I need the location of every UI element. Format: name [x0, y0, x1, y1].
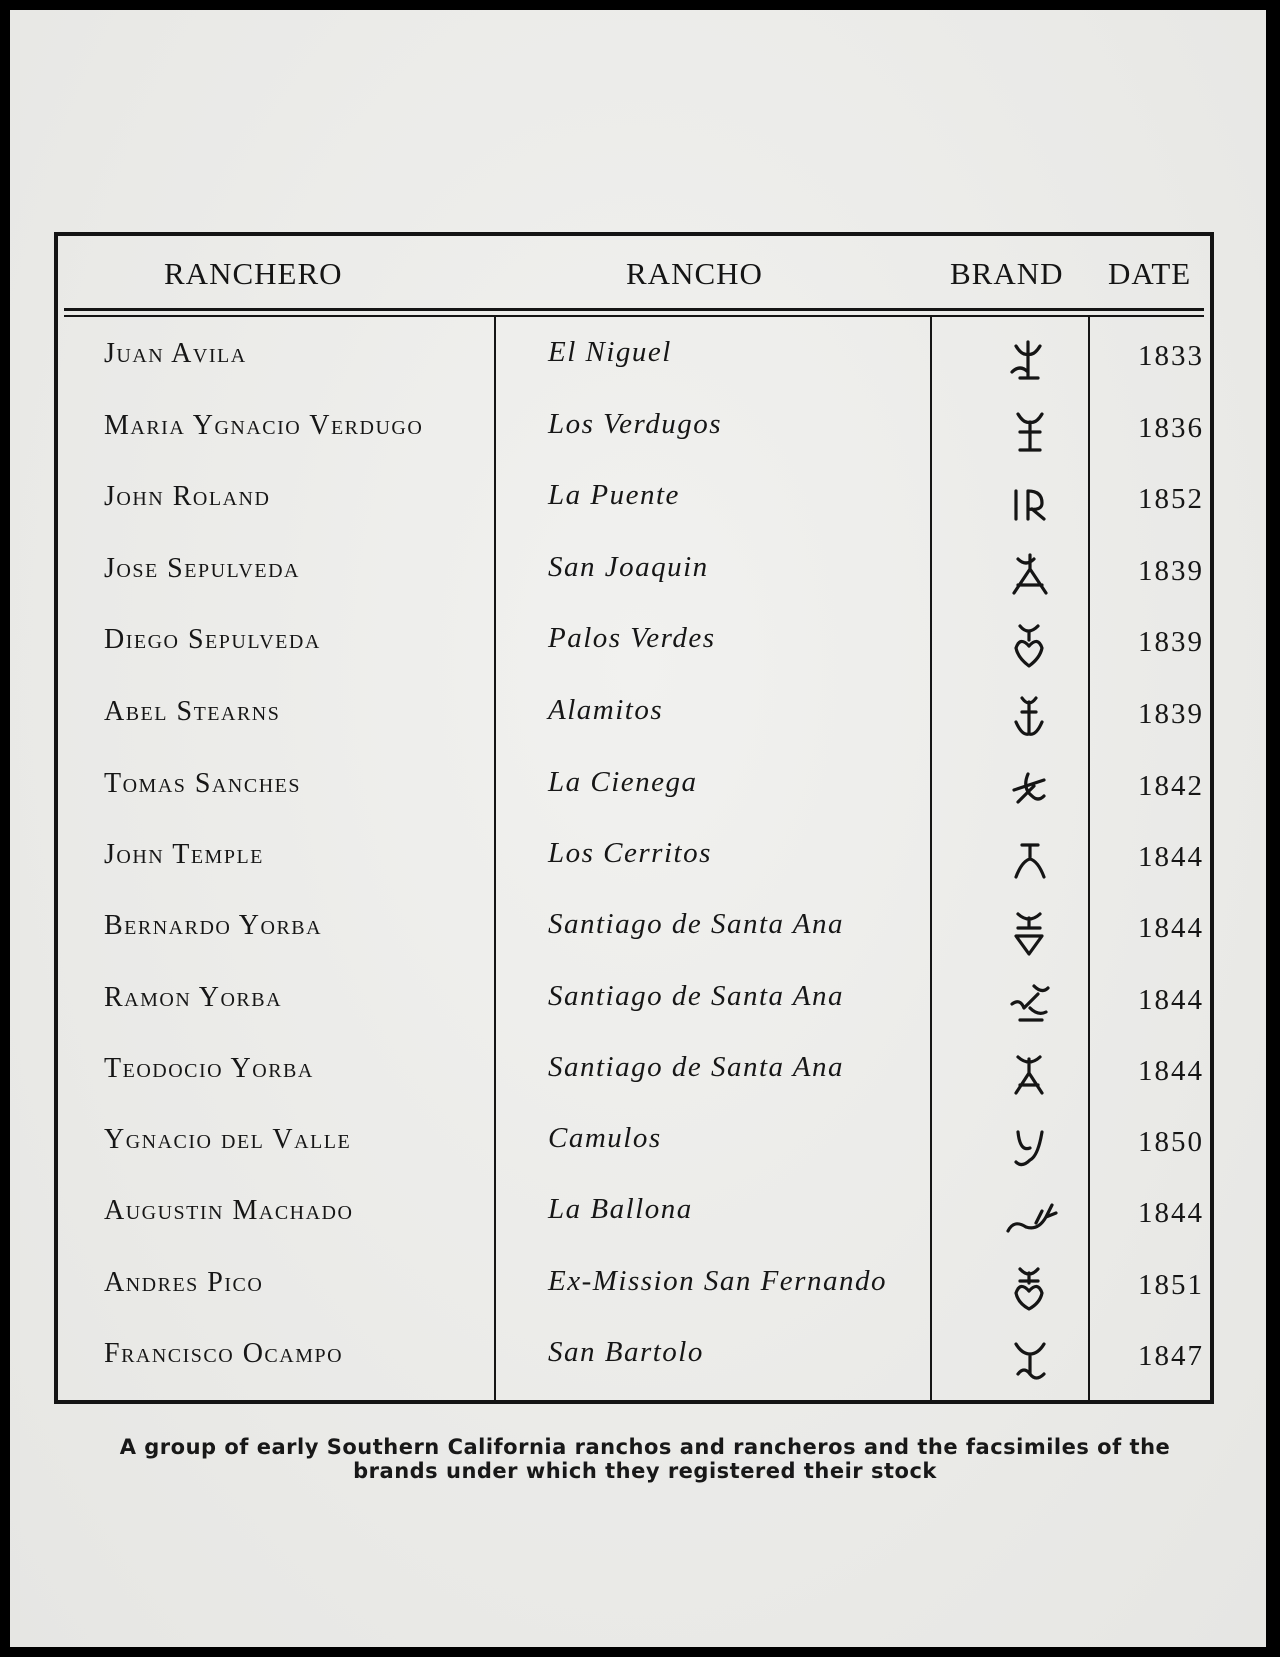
- table-row: [58, 1108, 1210, 1180]
- table-row: [58, 465, 1210, 537]
- ranchero-name: Juan Avila: [104, 338, 247, 369]
- date-value: 1844: [1138, 841, 1204, 873]
- date-value: 1844: [1138, 1197, 1204, 1229]
- table-row: [58, 608, 1210, 680]
- table-row: [58, 1251, 1210, 1323]
- ranchero-name: Teodocio Yorba: [104, 1053, 314, 1084]
- y-brand-icon: [998, 1116, 1062, 1176]
- caption-line-1: A group of early Southern California ranchos and rancheros and the facsimiles of the: [119, 1435, 1171, 1459]
- rancho-name: Santiago de Santa Ana: [548, 908, 844, 940]
- date-value: 1851: [1138, 1269, 1204, 1301]
- date-value: 1836: [1138, 412, 1204, 444]
- rancho-name: Alamitos: [548, 694, 664, 726]
- date-value: 1839: [1138, 698, 1204, 730]
- ranchero-name: Maria Ygnacio Verdugo: [104, 410, 424, 441]
- table-row: [58, 1322, 1210, 1394]
- table-row: [58, 894, 1210, 966]
- ranchero-name: Francisco Ocampo: [104, 1338, 344, 1369]
- rancho-name: El Niguel: [548, 336, 672, 368]
- table-row: [58, 394, 1210, 466]
- rancho-name: Santiago de Santa Ana: [548, 980, 844, 1012]
- ranchero-name: Diego Sepulveda: [104, 624, 321, 655]
- rancho-name: La Cienega: [548, 766, 698, 798]
- ranchero-name: Jose Sepulveda: [104, 553, 300, 584]
- rancho-name: La Ballona: [548, 1193, 693, 1225]
- header-rule-bottom: [64, 315, 1204, 317]
- brand-mark-10-icon: [998, 974, 1062, 1034]
- rancho-name: Santiago de Santa Ana: [548, 1051, 844, 1083]
- ranchero-name: Ramon Yorba: [104, 982, 283, 1013]
- rancho-name: Camulos: [548, 1122, 662, 1154]
- brand-mark-15-icon: [998, 1330, 1062, 1390]
- brand-mark-4-icon: [998, 545, 1062, 605]
- ranchero-name: Abel Stearns: [104, 696, 281, 727]
- date-value: 1844: [1138, 1055, 1204, 1087]
- table-row: [58, 537, 1210, 609]
- table-row: [58, 966, 1210, 1038]
- brand-mark-11-icon: [998, 1045, 1062, 1105]
- rancho-name: San Joaquin: [548, 551, 709, 583]
- date-value: 1839: [1138, 555, 1204, 587]
- table-row: [58, 322, 1210, 394]
- ranchos-table: [54, 232, 1214, 1404]
- ranchero-name: Tomas Sanches: [104, 768, 301, 799]
- table-row: [58, 823, 1210, 895]
- header-date: DATE: [1108, 256, 1192, 291]
- figure-caption: [70, 1435, 1220, 1483]
- rancho-name: Los Cerritos: [548, 837, 712, 869]
- date-value: 1839: [1138, 626, 1204, 658]
- table-row: [58, 680, 1210, 752]
- table-row: [58, 752, 1210, 824]
- rancho-name: Palos Verdes: [548, 622, 716, 654]
- rancho-name: La Puente: [548, 479, 680, 511]
- header-rule-top: [64, 308, 1204, 311]
- anchor-brand-icon: [998, 688, 1062, 748]
- date-value: 1850: [1138, 1126, 1204, 1158]
- ir-brand-icon: [998, 473, 1062, 533]
- table-header: [58, 236, 1210, 310]
- date-value: 1852: [1138, 483, 1204, 515]
- brand-mark-13-icon: [998, 1187, 1062, 1247]
- header-brand: BRAND: [950, 256, 1064, 291]
- table-row: [58, 1179, 1210, 1251]
- brand-mark-2-icon: [998, 402, 1062, 462]
- date-value: 1842: [1138, 770, 1204, 802]
- document-page: [10, 10, 1266, 1647]
- rancho-name: Ex-Mission San Fernando: [548, 1265, 887, 1297]
- ranchero-name: John Temple: [104, 839, 264, 870]
- header-rancho: RANCHO: [626, 256, 763, 291]
- rancho-name: San Bartolo: [548, 1336, 704, 1368]
- ranchero-name: Bernardo Yorba: [104, 910, 323, 941]
- ranchero-name: John Roland: [104, 481, 271, 512]
- date-value: 1847: [1138, 1340, 1204, 1372]
- ranchero-name: Andres Pico: [104, 1267, 264, 1298]
- ranchero-name: Ygnacio del Valle: [104, 1124, 352, 1155]
- heart-brand-2-icon: [998, 1259, 1062, 1319]
- brand-mark-7-icon: [998, 760, 1062, 820]
- triangle-brand-icon: [998, 902, 1062, 962]
- brand-mark-8-icon: [998, 831, 1062, 891]
- date-value: 1833: [1138, 340, 1204, 372]
- ranchero-name: Augustin Machado: [104, 1195, 354, 1226]
- heart-brand-icon: [998, 616, 1062, 676]
- header-ranchero: RANCHERO: [164, 256, 343, 291]
- rancho-name: Los Verdugos: [548, 408, 723, 440]
- date-value: 1844: [1138, 912, 1204, 944]
- table-row: [58, 1037, 1210, 1109]
- date-value: 1844: [1138, 984, 1204, 1016]
- brand-mark-1-icon: [998, 330, 1062, 390]
- caption-line-2: brands under which they registered their stock: [353, 1459, 937, 1483]
